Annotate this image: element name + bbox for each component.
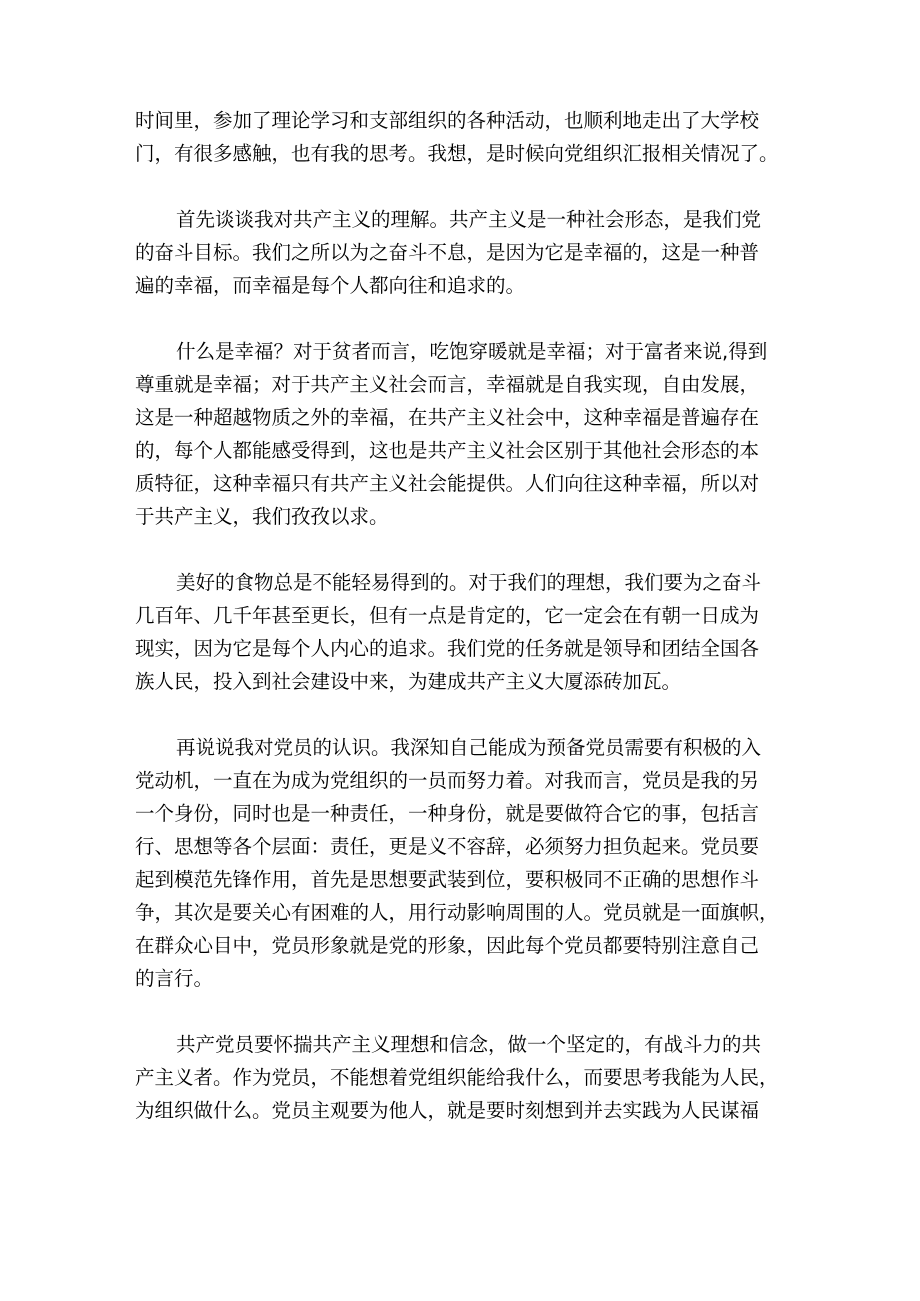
text-line: 共产党员要怀揣共产主义理想和信念，做一个坚定的，有战斗力的共 bbox=[176, 1033, 762, 1056]
text-line: 首先谈谈我对共产主义的理解。共产主义是一种社会形态，是我们党 bbox=[176, 208, 762, 231]
text-line: 产主义者。作为党员，不能想着党组织能给我什么，而要思考我能为人民， bbox=[135, 1066, 779, 1089]
text-line: 争，其次是要关心有困难的人，用行动影响周围的人。党员就是一面旗帜， bbox=[135, 901, 779, 924]
paragraph-2 bbox=[135, 203, 795, 302]
text-line: 党动机，一直在为成为党组织的一员而努力着。对我而言，党员是我的另 bbox=[135, 769, 760, 792]
paragraph-3 bbox=[135, 335, 795, 533]
paragraph-5 bbox=[135, 731, 795, 995]
paragraph-4 bbox=[135, 566, 795, 698]
text-line: 于共产主义，我们孜孜以求。 bbox=[135, 505, 389, 528]
paragraph-6 bbox=[135, 1028, 795, 1127]
text-line: 时间里，参加了理论学习和支部组织的各种活动，也顺利地走出了大学校 bbox=[135, 109, 760, 132]
text-line: 几百年、几千年甚至更长，但有一点是肯定的，它一定会在有朝一日成为 bbox=[135, 604, 760, 627]
text-line: 在群众心目中，党员形象就是党的形象，因此每个党员都要特别注意自己 bbox=[135, 934, 760, 957]
text-line: 族人民，投入到社会建设中来，为建成共产主义大厦添砖加瓦。 bbox=[135, 670, 682, 693]
text-line: 质特征，这种幸福只有共产主义社会能提供。人们向往这种幸福，所以对 bbox=[135, 472, 760, 495]
text-line: 为组织做什么。党员主观要为他人，就是要时刻想到并去实践为人民谋福 bbox=[135, 1099, 760, 1122]
text-line: 美好的食物总是不能轻易得到的。对于我们的理想，我们要为之奋斗 bbox=[176, 571, 762, 594]
text-line: 这是一种超越物质之外的幸福，在共产主义社会中，这种幸福是普遍存在 bbox=[135, 406, 760, 429]
text-line: 的奋斗目标。我们之所以为之奋斗不息，是因为它是幸福的，这是一种普 bbox=[135, 241, 760, 264]
paragraph-1 bbox=[135, 104, 795, 170]
text-line: 再说说我对党员的认识。我深知自己能成为预备党员需要有积极的入 bbox=[176, 736, 762, 759]
text-line: 的，每个人都能感受得到，这也是共产主义社会区别于其他社会形态的本 bbox=[135, 439, 760, 462]
text-line: 起到模范先锋作用，首先是思想要武装到位，要积极同不正确的思想作斗 bbox=[135, 868, 760, 891]
text-line: 行、思想等各个层面：责任，更是义不容辞，必须努力担负起来。党员要 bbox=[135, 835, 760, 858]
text-line: 什么是幸福？对于贫者而言，吃饱穿暖就是幸福；对于富者来说,得到 bbox=[176, 340, 768, 363]
text-line: 的言行。 bbox=[135, 967, 214, 990]
text-line: 一个身份，同时也是一种责任，一种身份，就是要做符合它的事，包括言 bbox=[135, 802, 760, 825]
text-line: 遍的幸福，而幸福是每个人都向往和追求的。 bbox=[135, 274, 526, 297]
text-line: 现实，因为它是每个人内心的追求。我们党的任务就是领导和团结全国各 bbox=[135, 637, 760, 660]
text-line: 尊重就是幸福；对于共产主义社会而言，幸福就是自我实现，自由发展， bbox=[135, 373, 760, 396]
document-body bbox=[135, 104, 795, 1127]
text-line: 门，有很多感触，也有我的思考。我想，是时候向党组织汇报相关情况了。 bbox=[135, 142, 779, 165]
